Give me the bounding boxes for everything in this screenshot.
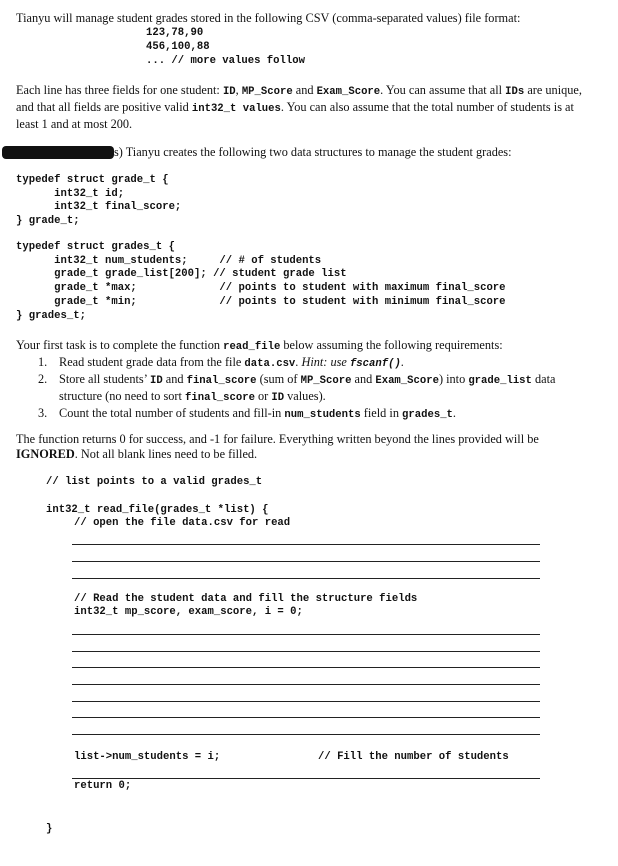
answer-line-10[interactable] <box>72 734 540 735</box>
read-comment: // Read the student data and fill the structure fields <box>74 593 418 605</box>
returns-paragraph: The function returns 0 for success, and -1 for failure. Everything written beyond the lines provided will be IGNORED. Not all blank lines need to be filled. <box>16 432 539 461</box>
open-comment: // open the file data.csv for read <box>74 517 291 529</box>
return-statement: return 0; <box>74 780 132 792</box>
csv-line-1: 123,78,90 <box>146 27 204 39</box>
fields-paragraph: Each line has three fields for one student: ID, MP_Score and Exam_Score. You can assume that all IDs are unique, and that all fields are positive valid int32_t values. You can also assume that the total number of students is at least 1 and at most 200. <box>16 83 582 131</box>
assign-num-students: list->num_students = i; <box>74 751 221 763</box>
requirements-list <box>16 355 601 423</box>
var-declaration: int32_t mp_score, exam_score, i = 0; <box>74 606 303 618</box>
requirement-3: 3. Count the total number of students and fill-in num_students field in grades_t. <box>38 406 456 421</box>
answer-line-11[interactable] <box>72 778 540 779</box>
answer-line-2[interactable] <box>72 561 540 562</box>
answer-line-4[interactable] <box>72 634 540 635</box>
structures-line: s) Tianyu creates the following two data structures to manage the student grades: <box>114 145 512 159</box>
answer-line-3[interactable] <box>72 578 540 579</box>
answer-line-8[interactable] <box>72 701 540 702</box>
requirement-2: 2. Store all students’ ID and final_score (sum of MP_Score and Exam_Score) into grade_list data structure (no need to sort final_score or ID values). <box>38 372 556 404</box>
csv-line-2: 456,100,88 <box>146 41 210 53</box>
answer-line-6[interactable] <box>72 667 540 668</box>
redaction-mark <box>2 146 114 159</box>
answer-line-9[interactable] <box>72 717 540 718</box>
task-paragraph: Your first task is to complete the function read_file below assuming the following requirements: 1. Read student grade data from the file data.csv. Hint: use fscanf(). 2. Store all students’ ID and final_score (sum of MP_Score and Exam_Score) into grade_list data structure (no need to sort final_score or ID values). 3. Count the total number of students and fill-in num_students field in grades_t. <box>16 338 601 423</box>
code-grade-struct: typedef struct grade_t { int32_t id; int32_t final_score; } grade_t; <box>16 174 182 228</box>
fill-comment: // Fill the number of students <box>318 751 509 763</box>
csv-line-3: ... // more values follow <box>146 55 305 67</box>
answer-line-1[interactable] <box>72 544 540 545</box>
closing-brace: } <box>46 823 53 835</box>
answer-line-7[interactable] <box>72 684 540 685</box>
code-grades-struct: typedef struct grades_t { int32_t num_students; // # of students grade_t grade_list[200]; // student grade list grade_t *max; // points to student with maximum final_score grade_t *min; // points to student with minimum final_score } grades_t; <box>16 241 506 322</box>
answer-line-5[interactable] <box>72 651 540 652</box>
func-signature: int32_t read_file(grades_t *list) { <box>46 504 269 516</box>
func-comment: // list points to a valid grades_t <box>46 476 263 488</box>
requirement-1: 1. Read student grade data from the file data.csv. Hint: use fscanf(). <box>38 355 404 370</box>
intro-line: Tianyu will manage student grades stored in the following CSV (comma-separated values) file format: <box>16 11 521 25</box>
